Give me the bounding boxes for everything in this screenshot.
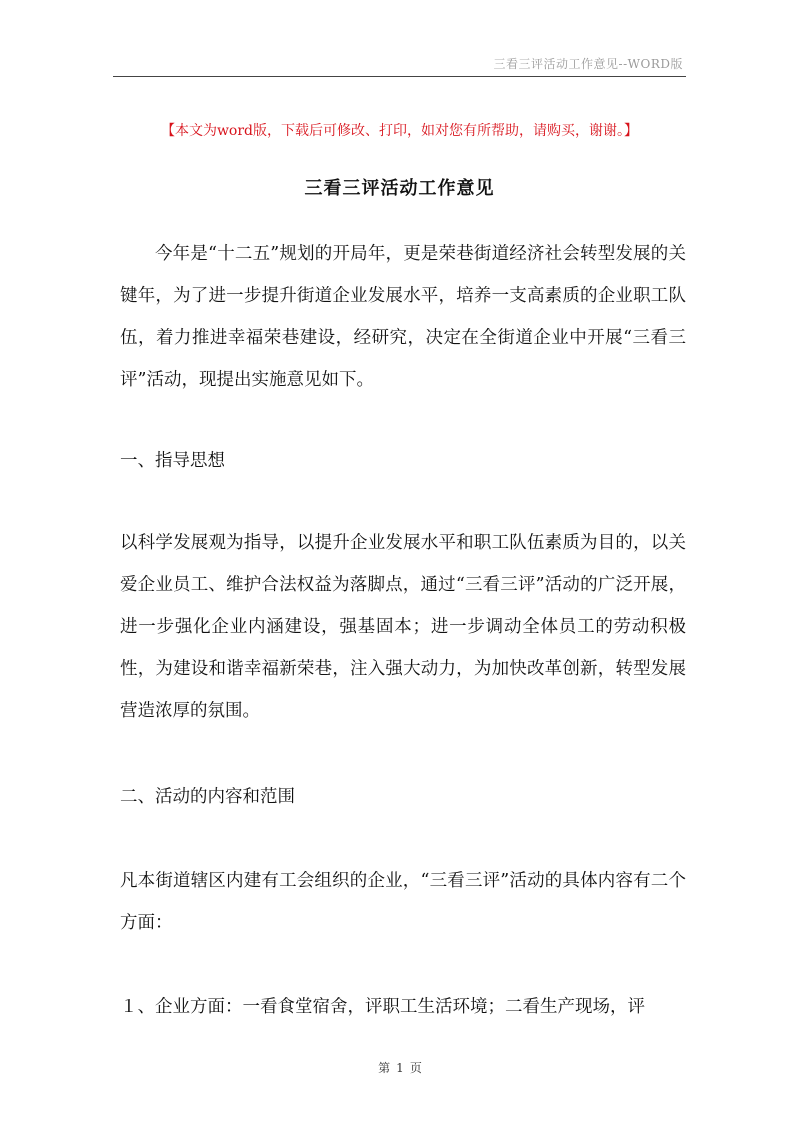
section-body-guiding-ideology: 以科学发展观为指导，以提升企业发展水平和职工队伍素质为目的，以关爱企业员工、维护合法权益为落脚点，通过“三看三评”活动的广泛开展，进一步强化企业内涵建设，强基固本；进一步调动全体员工的劳动积极性，为建设和谐幸福新荣巷，注入强大动力，为加快改革创新，转型发展营造浓厚的氛围。 xyxy=(120,533,686,721)
page-prefix: 第 xyxy=(378,1061,391,1075)
page-number: 1 xyxy=(396,1061,404,1075)
word-version-notice: 【本文为word版，下载后可修改、打印，如对您有所帮助，请购买，谢谢。】 xyxy=(160,123,639,139)
header-divider xyxy=(113,76,686,77)
section-heading-content-scope: 二、活动的内容和范围 xyxy=(120,787,295,807)
page-footer xyxy=(0,1059,800,1076)
section-heading-guiding-ideology: 一、指导思想 xyxy=(120,451,225,471)
document-title: 三看三评活动工作意见 xyxy=(304,178,495,199)
section-body-content-scope: 凡本街道辖区内建有工会组织的企业，“三看三评”活动的具体内容有二个方面： xyxy=(120,871,686,933)
list-item-enterprise: １、企业方面：一看食堂宿舍，评职工生活环境；二看生产现场，评 xyxy=(120,997,645,1017)
intro-paragraph: 今年是“十二五”规划的开局年，更是荣巷街道经济社会转型发展的关键年，为了进一步提升街道企业发展水平，培养一支高素质的企业职工队伍，着力推进幸福荣巷建设，经研究，决定在全街道企业中开展“三看三评”活动，现提出实施意见如下。 xyxy=(120,244,686,390)
running-header: 三看三评活动工作意见--WORD版 xyxy=(493,57,683,71)
page-suffix: 页 xyxy=(409,1061,422,1075)
